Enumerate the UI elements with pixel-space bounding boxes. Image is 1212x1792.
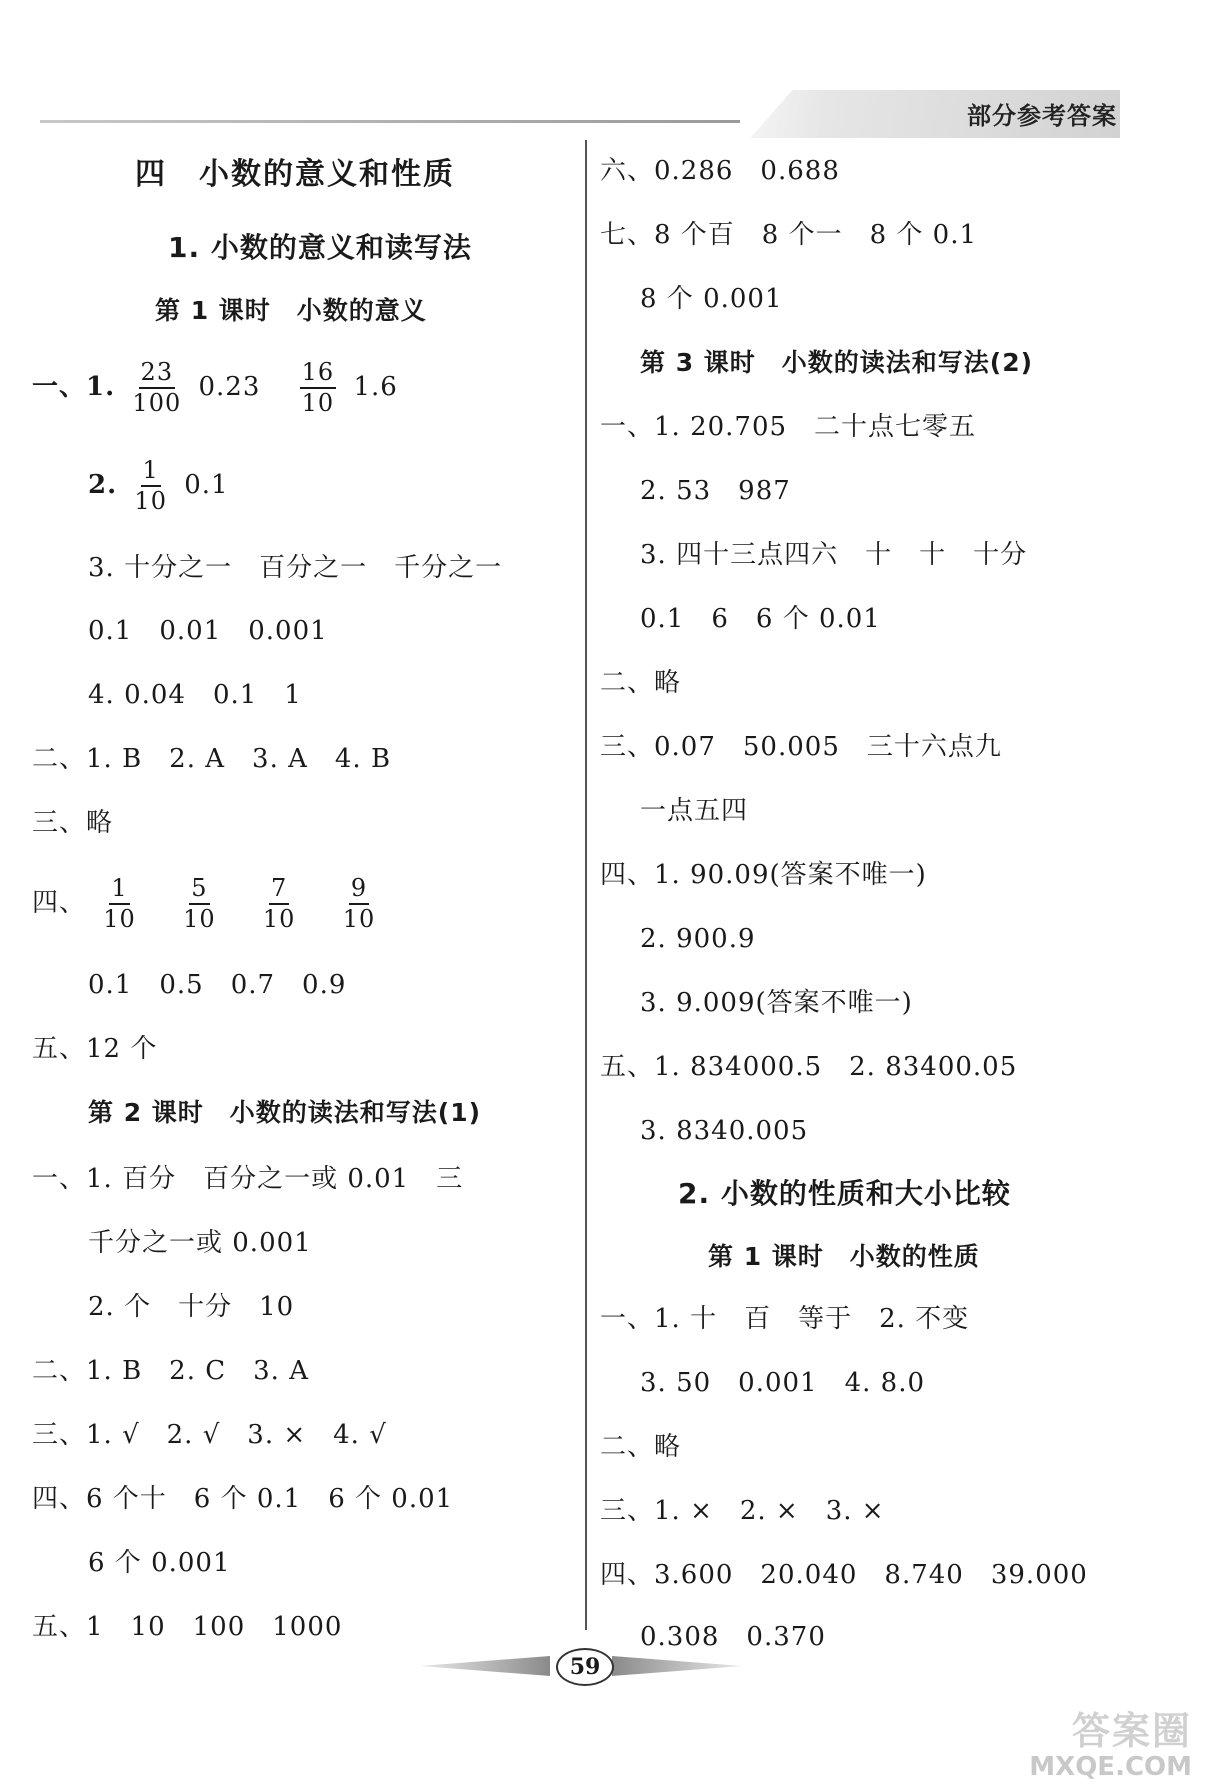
fraction: $\frac{1}{10}$ bbox=[134, 456, 167, 516]
answer-line: 三、1. √ 2. √ 3. × 4. √ bbox=[32, 1420, 387, 1450]
page-ornament-left bbox=[420, 1656, 550, 1676]
answer-line: 一、1. 百分 百分之一或 0.01 三 bbox=[32, 1164, 464, 1194]
answer-line: 2. 53 987 bbox=[640, 476, 791, 506]
fraction: $\frac{7}{10}$ bbox=[262, 874, 296, 934]
lesson-title: 第 2 课时 小数的读法和写法(1) bbox=[88, 1098, 482, 1127]
answer-value: 0.1 bbox=[184, 470, 229, 501]
answer-line bbox=[32, 876, 383, 932]
answer-line: 七、8 个百 8 个一 8 个 0.1 bbox=[600, 220, 978, 250]
answer-line: 二、略 bbox=[600, 1432, 682, 1462]
answer-line: 0.1 6 6 个 0.01 bbox=[640, 604, 881, 634]
header-rule bbox=[40, 120, 740, 123]
lesson-title: 第 1 课时 小数的意义 bbox=[155, 296, 427, 325]
answer-line: 六、0.286 0.688 bbox=[600, 156, 840, 186]
answer-line: 3. 四十三点四六 十 十 十分 bbox=[640, 540, 1028, 570]
answer-line: 3. 十分之一 百分之一 千分之一 bbox=[88, 553, 503, 583]
answer-value: 1.6 bbox=[353, 372, 398, 403]
answer-line: 三、1. × 2. × 3. × bbox=[600, 1496, 885, 1526]
answer-line: 一点五四 bbox=[640, 796, 749, 826]
item-prefix: 一、1. bbox=[32, 372, 116, 403]
lesson-title: 第 3 课时 小数的读法和写法(2) bbox=[640, 348, 1034, 377]
answer-line: 6 个 0.001 bbox=[88, 1548, 231, 1578]
answer-line: 4. 0.04 0.1 1 bbox=[88, 680, 302, 710]
answer-line: 四、1. 90.09(答案不唯一) bbox=[600, 860, 927, 890]
header-label: 部分参考答案 bbox=[967, 102, 1117, 130]
fraction: $\frac{16}{10}$ bbox=[301, 358, 335, 418]
answer-line: 3. 9.009(答案不唯一) bbox=[640, 988, 913, 1018]
fraction: $\frac{1}{10}$ bbox=[103, 874, 136, 934]
answer-line: 一、1. 20.705 二十点七零五 bbox=[600, 412, 977, 442]
answer-line: 2. 900.9 bbox=[640, 924, 756, 954]
answer-line: 五、1 10 100 1000 bbox=[32, 1612, 343, 1642]
answer-line: 二、1. B 2. A 3. A 4. B bbox=[32, 744, 392, 774]
answer-line: 0.308 0.370 bbox=[640, 1622, 826, 1652]
item-prefix: 2. bbox=[88, 470, 118, 501]
answer-line: 四、3.600 20.040 8.740 39.000 bbox=[600, 1560, 1088, 1590]
page-ornament-right bbox=[612, 1656, 742, 1676]
section-title: 2. 小数的性质和大小比较 bbox=[678, 1177, 1011, 1210]
section-title: 1. 小数的意义和读写法 bbox=[168, 231, 472, 264]
lesson-title: 第 1 课时 小数的性质 bbox=[708, 1242, 980, 1271]
answer-line: 二、1. B 2. C 3. A bbox=[32, 1356, 309, 1386]
answer-line: 一、1. 十 百 等于 2. 不变 bbox=[600, 1304, 970, 1334]
fraction: $\frac{9}{10}$ bbox=[342, 874, 376, 934]
answer-line: 0.1 0.5 0.7 0.9 bbox=[88, 970, 347, 1000]
fraction: $\frac{23}{100}$ bbox=[132, 358, 182, 418]
answer-line: 三、0.07 50.005 三十六点九 bbox=[600, 732, 1002, 762]
item-prefix: 四、 bbox=[32, 888, 87, 919]
answer-line: 3. 8340.005 bbox=[640, 1116, 809, 1146]
answer-line: 三、略 bbox=[32, 808, 114, 838]
page-number: 59 bbox=[556, 1648, 614, 1686]
answer-line bbox=[32, 360, 398, 416]
answer-line: 8 个 0.001 bbox=[640, 284, 783, 314]
answer-line: 二、略 bbox=[600, 668, 682, 698]
unit-title: 四 小数的意义和性质 bbox=[135, 157, 455, 192]
answer-line: 五、1. 834000.5 2. 83400.05 bbox=[600, 1052, 1018, 1082]
answer-line: 2. 个 十分 10 bbox=[88, 1292, 295, 1322]
column-divider bbox=[585, 140, 587, 1630]
answer-line: 千分之一或 0.001 bbox=[88, 1228, 312, 1258]
answer-line: 五、12 个 bbox=[32, 1034, 158, 1064]
watermark-url: MXQE.COM bbox=[1029, 1752, 1192, 1782]
fraction: $\frac{5}{10}$ bbox=[183, 874, 216, 934]
watermark-logo: 答案圈 bbox=[1071, 1709, 1192, 1753]
answer-line: 3. 50 0.001 4. 8.0 bbox=[640, 1368, 926, 1398]
answer-value: 0.23 bbox=[198, 372, 261, 403]
answer-line: 四、6 个十 6 个 0.1 6 个 0.01 bbox=[32, 1484, 454, 1514]
answer-line: 0.1 0.01 0.001 bbox=[88, 616, 328, 646]
answer-line bbox=[88, 458, 229, 514]
